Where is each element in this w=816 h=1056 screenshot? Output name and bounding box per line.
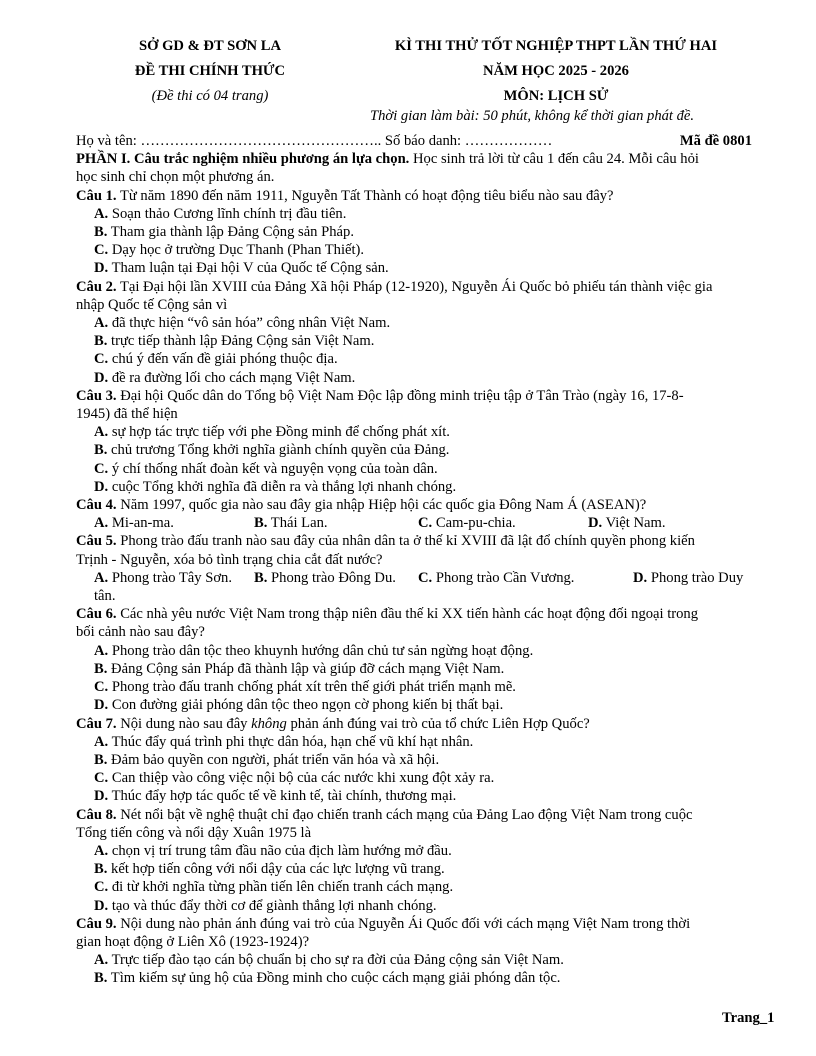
- option-c[interactable]: C. Phong trào đấu tranh chống phát xít trên thế giới phát triển mạnh mẽ.: [94, 679, 516, 696]
- question-number: Câu 9.: [76, 915, 117, 932]
- question-9: [76, 915, 780, 988]
- option-d[interactable]: D. Con đường giải phóng dân tộc theo ngọn cờ phong kiến bị thất bại.: [94, 697, 504, 714]
- question-number: Câu 5.: [76, 533, 117, 550]
- option-b[interactable]: B. Đảm bảo quyền con người, phát triển văn hóa và xã hội.: [94, 751, 440, 768]
- option-b[interactable]: B. Tìm kiếm sự ủng hộ của Đồng minh cho cuộc cách mạng giải phóng dân tộc.: [94, 970, 561, 987]
- question-text: Nội dung nào phản ánh đúng vai trò của Nguyễn Ái Quốc đối với cách mạng Việt Nam trong thời: [120, 915, 691, 932]
- option-d[interactable]: D. cuộc Tổng khởi nghĩa đã diễn ra và thắng lợi nhanh chóng.: [94, 478, 457, 495]
- question-text-end: phản ánh đúng vai trò của tổ chức Liên Hợp Quốc?: [290, 715, 590, 732]
- section-instruction-cont: học sinh chỉ chọn một phương án.: [76, 169, 275, 186]
- question-text: Từ năm 1890 đến năm 1911, Nguyễn Tất Thành có hoạt động tiêu biểu nào sau đây?: [119, 187, 614, 204]
- question-text: Nội dung nào sau đây: [120, 715, 248, 732]
- option-c[interactable]: C. Cam-pu-chia.: [418, 515, 516, 532]
- question-text-cont: nhập Quốc tế Cộng sản vì: [76, 296, 228, 313]
- question-text: Đại hội Quốc dân do Tổng bộ Việt Nam Độc lập đồng minh triệu tập ở Tân Trào (ngày 16, 17-8-: [120, 387, 684, 404]
- section-instruction: Học sinh trả lời từ câu 1 đến câu 24. Mỗi câu hỏi: [413, 151, 699, 168]
- option-a[interactable]: A. chọn vị trí trung tâm đầu não của địch làm hướng mở đầu.: [94, 842, 452, 859]
- option-d[interactable]: D. Thúc đẩy hợp tác quốc tế về kinh tế, tài chính, thương mại.: [94, 788, 457, 805]
- option-a[interactable]: A. sự hợp tác trực tiếp với phe Đồng minh để chống phát xít.: [94, 424, 450, 441]
- option-a[interactable]: A. Phong trào Tây Sơn.: [94, 569, 233, 586]
- option-c[interactable]: C. Can thiệp vào công việc nội bộ của các nước khi xung đột xảy ra.: [94, 770, 495, 787]
- exam-content: [76, 132, 780, 988]
- question-4: [76, 496, 780, 532]
- official-label: ĐỀ THI CHÍNH THỨC: [134, 63, 286, 79]
- question-text: Năm 1997, quốc gia nào sau đây gia nhập Hiệp hội các quốc gia Đông Nam Á (ASEAN)?: [120, 497, 647, 514]
- option-b[interactable]: B. Đảng Cộng sản Pháp đã thành lập và giúp đỡ cách mạng Việt Nam.: [94, 660, 505, 677]
- question-1: [76, 187, 780, 278]
- option-c[interactable]: C. Phong trào Cần Vương.: [418, 569, 575, 586]
- question-text: Phong trào đấu tranh nào sau đây của nhân dân ta ở thế kỉ XVIII đã lật đổ chính quyền phong kiến: [120, 533, 695, 550]
- question-text-cont: Trịnh - Nguyễn, xóa bỏ tình trạng chia cắt đất nước?: [76, 551, 383, 568]
- section-title: PHẦN I. Câu trắc nghiệm nhiều phương án lựa chọn.: [76, 151, 410, 168]
- question-number: Câu 6.: [76, 606, 117, 623]
- option-b[interactable]: B. Thái Lan.: [254, 515, 328, 532]
- question-text-cont: bối cảnh nào sau đây?: [76, 624, 205, 641]
- question-6: [76, 605, 780, 714]
- option-b[interactable]: B. chủ trương Tổng khởi nghĩa giành chính quyền của Đảng.: [94, 442, 450, 459]
- question-8: [76, 806, 780, 915]
- option-d[interactable]: D. Việt Nam.: [588, 515, 666, 532]
- school-year: NĂM HỌC 2025 - 2026: [483, 63, 629, 79]
- option-c[interactable]: C. đi từ khởi nghĩa từng phần tiến lên chiến tranh cách mạng.: [94, 879, 454, 896]
- question-text-cont: gian hoạt động ở Liên Xô (1923-1924)?: [76, 933, 310, 950]
- question-emphasis: không: [251, 715, 287, 732]
- question-text-cont: Tổng tiến công và nổi dậy Xuân 1975 là: [76, 824, 312, 841]
- option-d[interactable]: D. đề ra đường lối cho cách mạng Việt Nam.: [94, 369, 356, 386]
- name-field[interactable]: Họ và tên: …………………………………………..: [76, 133, 382, 149]
- student-id-field[interactable]: Số báo danh: ………………: [384, 133, 553, 149]
- question-number: Câu 3.: [76, 387, 117, 404]
- options-row: [76, 569, 780, 587]
- question-3: [76, 387, 780, 496]
- question-number: Câu 8.: [76, 806, 117, 823]
- option-a[interactable]: A. Phong trào dân tộc theo khuynh hướng dân chủ tư sản ngừng hoạt động.: [94, 642, 534, 659]
- exam-code: Mã đề 0801: [679, 133, 752, 149]
- question-number: Câu 1.: [76, 187, 117, 204]
- time-note: Thời gian làm bài: 50 phút, không kể thời gian phát đề.: [370, 108, 695, 124]
- question-text: Tại Đại hội lần XVIII của Đảng Xã hội Pháp (12-1920), Nguyễn Ái Quốc bỏ phiếu tán thành việc gia: [119, 278, 713, 295]
- option-a[interactable]: A. Mi-an-ma.: [94, 515, 174, 532]
- options-row: [76, 514, 780, 532]
- student-info-row: [76, 132, 780, 150]
- option-c[interactable]: C. chú ý đến vấn đề giải phóng thuộc địa.: [94, 351, 338, 368]
- page-number: Trang_1: [722, 1010, 775, 1026]
- section-heading: [76, 150, 780, 168]
- subject-title: MÔN: LỊCH SỬ: [503, 88, 609, 104]
- question-number: Câu 7.: [76, 715, 117, 732]
- question-text-cont: 1945) đã thể hiện: [76, 406, 178, 423]
- question-2: [76, 278, 780, 387]
- option-c[interactable]: C. ý chí thống nhất đoàn kết và nguyện vọng của toàn dân.: [94, 460, 438, 477]
- option-d[interactable]: D. tạo và thúc đẩy thời cơ để giành thắng lợi nhanh chóng.: [94, 897, 437, 914]
- question-number: Câu 2.: [76, 278, 117, 295]
- option-d[interactable]: D. Phong trào Duy: [633, 569, 744, 586]
- question-text: Nét nổi bật về nghệ thuật chỉ đạo chiến tranh cách mạng của Đảng Lao động Việt Nam trong cuộc: [120, 806, 693, 823]
- header-left: [100, 34, 320, 109]
- question-5: [76, 532, 780, 605]
- department-name: SỞ GD & ĐT SƠN LA: [138, 38, 282, 54]
- option-a[interactable]: A. đã thực hiện “vô sản hóa” công nhân Việt Nam.: [94, 315, 391, 332]
- option-b[interactable]: B. trực tiếp thành lập Đảng Cộng sản Việt Nam.: [94, 333, 375, 350]
- option-b[interactable]: B. kết hợp tiến công với nổi dậy của các lực lượng vũ trang.: [94, 861, 445, 878]
- exam-title: KÌ THI THỬ TỐT NGHIỆP THPT LẦN THỨ HAI: [394, 38, 718, 54]
- option-d[interactable]: D. Tham luận tại Đại hội V của Quốc tế Cộng sản.: [94, 260, 389, 277]
- option-c[interactable]: C. Dạy học ở trường Dục Thanh (Phan Thiết).: [94, 242, 365, 259]
- page-count-note: (Đề thi có 04 trang): [151, 88, 269, 104]
- header-right: [360, 34, 752, 109]
- option-a[interactable]: A. Thúc đẩy quá trình phi thực dân hóa, hạn chế vũ khí hạt nhân.: [94, 733, 474, 750]
- option-a[interactable]: A. Trực tiếp đào tạo cán bộ chuẩn bị cho sự ra đời của Đảng cộng sản Việt Nam.: [94, 952, 564, 969]
- question-number: Câu 4.: [76, 497, 117, 514]
- option-b[interactable]: B. Phong trào Đông Du.: [254, 569, 396, 586]
- option-b[interactable]: B. Tham gia thành lập Đảng Cộng sản Pháp.: [94, 224, 354, 241]
- option-d-cont: tân.: [94, 588, 116, 605]
- question-7: [76, 715, 780, 806]
- question-text: Các nhà yêu nước Việt Nam trong thập niên đầu thế kỉ XX tiến hành các hoạt động đối ngoại trong: [120, 606, 699, 623]
- option-a[interactable]: A. Soạn thảo Cương lĩnh chính trị đầu tiên.: [94, 205, 347, 222]
